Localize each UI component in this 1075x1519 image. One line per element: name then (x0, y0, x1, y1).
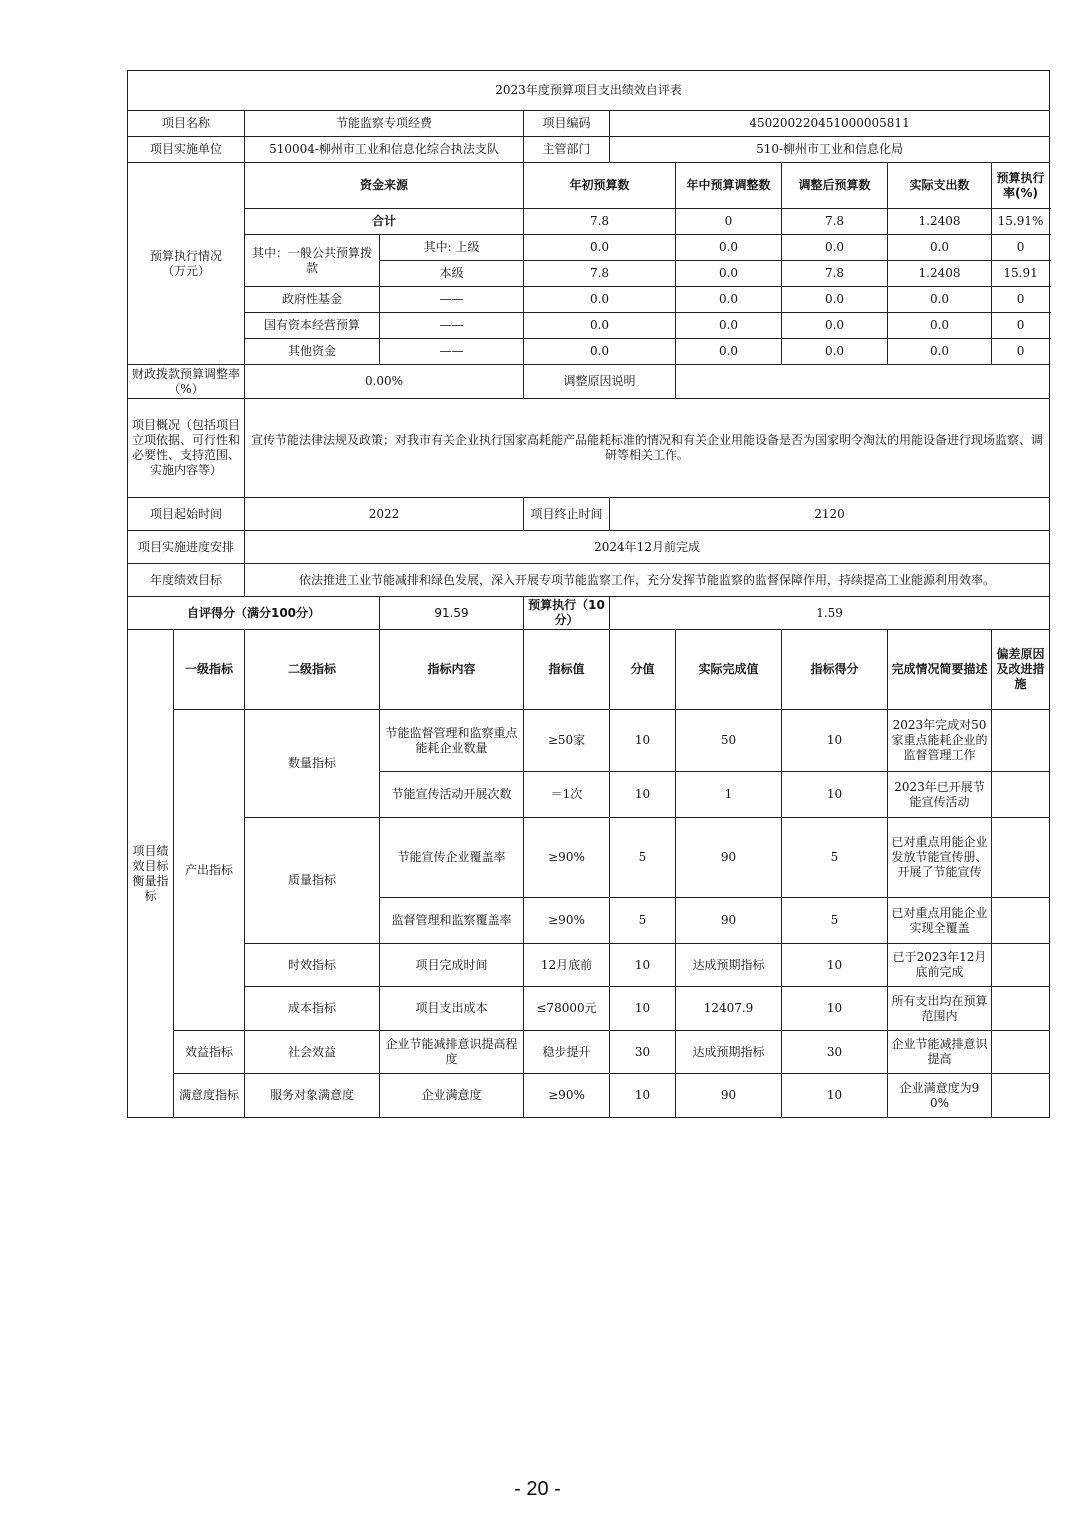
indicator-content: 项目完成时间 (380, 944, 524, 987)
indicator-weight: 10 (610, 1074, 676, 1118)
indicator-score: 5 (782, 818, 888, 898)
header-rate: 预算执行率(%) (992, 163, 1050, 209)
overview-label: 项目概况（包括项目立项依据、可行性和必要性、支持范围、实施内容等） (128, 399, 245, 498)
total-adjusted: 7.8 (782, 209, 888, 235)
indicator-desc: 已对重点用能企业发放节能宣传册、开展了节能宣传 (888, 818, 992, 898)
indicator-reason (992, 710, 1050, 772)
indicator-actual: 50 (676, 710, 782, 772)
indicator-weight: 30 (610, 1031, 676, 1074)
indicator-target: ≥90% (524, 1074, 610, 1118)
quantity-indicator-label: 数量指标 (245, 710, 380, 818)
indicator-actual: 达成预期指标 (676, 944, 782, 987)
budget-exec-label: 预算执行（10分） (524, 597, 610, 630)
indicator-target: 12月底前 (524, 944, 610, 987)
table-title: 2023年度预算项目支出绩效自评表 (128, 71, 1050, 111)
header-source: 资金来源 (245, 163, 524, 209)
project-name: 节能监察专项经费 (245, 111, 524, 137)
indicator-desc: 已对重点用能企业实现全覆盖 (888, 898, 992, 944)
indicator-score: 30 (782, 1031, 888, 1074)
indicator-target: ≥90% (524, 898, 610, 944)
state-capital-midyear: 0.0 (676, 313, 782, 339)
performance-table (127, 70, 1050, 1118)
budget-exec-value: 1.59 (610, 597, 1050, 630)
benefit-indicator-label: 效益指标 (174, 1031, 245, 1074)
satisfaction-indicator-label: 满意度指标 (174, 1074, 245, 1118)
state-capital-label: 国有资本经营预算 (245, 313, 380, 339)
indicator-weight: 10 (610, 987, 676, 1031)
indicator-target: 稳步提升 (524, 1031, 610, 1074)
local-midyear: 0.0 (676, 261, 782, 287)
header-initial: 年初预算数 (524, 163, 676, 209)
other-initial: 0.0 (524, 339, 676, 365)
indicator-actual: 1 (676, 772, 782, 818)
indicator-weight: 5 (610, 898, 676, 944)
indicator-score: 10 (782, 772, 888, 818)
page-number: - 20 - (514, 1478, 561, 1500)
cost-indicator-label: 成本指标 (245, 987, 380, 1031)
gov-fund-dash: —— (380, 287, 524, 313)
upper-label: 其中: 上级 (380, 235, 524, 261)
project-code-label: 项目编码 (524, 111, 610, 137)
quality-indicator-label: 质量指标 (245, 818, 380, 944)
adjust-reason (676, 365, 1050, 399)
upper-rate: 0 (992, 235, 1050, 261)
local-rate: 15.91 (992, 261, 1050, 287)
indicator-score: 10 (782, 710, 888, 772)
header-level1: 一级指标 (174, 630, 245, 710)
other-label: 其他资金 (245, 339, 380, 365)
social-benefit-label: 社会效益 (245, 1031, 380, 1074)
upper-actual: 0.0 (888, 235, 992, 261)
dept-label: 主管部门 (524, 137, 610, 163)
indicator-score: 10 (782, 944, 888, 987)
state-capital-adjusted: 0.0 (782, 313, 888, 339)
output-indicator-label: 产出指标 (174, 710, 245, 1031)
local-adjusted: 7.8 (782, 261, 888, 287)
other-actual: 0.0 (888, 339, 992, 365)
header-adjusted: 调整后预算数 (782, 163, 888, 209)
total-rate: 15.91% (992, 209, 1050, 235)
gov-fund-actual: 0.0 (888, 287, 992, 313)
adjust-rate-value: 0.00% (245, 365, 524, 399)
project-name-label: 项目名称 (128, 111, 245, 137)
header-actual-value: 实际完成值 (676, 630, 782, 710)
header-reason: 偏差原因及改进措施 (992, 630, 1050, 710)
indicator-score: 5 (782, 898, 888, 944)
state-capital-initial: 0.0 (524, 313, 676, 339)
total-midyear: 0 (676, 209, 782, 235)
indicator-reason (992, 987, 1050, 1031)
adjust-rate-label: 财政拨款预算调整率（%） (128, 365, 245, 399)
total-actual: 1.2408 (888, 209, 992, 235)
indicator-actual: 90 (676, 818, 782, 898)
schedule-label: 项目实施进度安排 (128, 531, 245, 564)
indicator-actual: 90 (676, 1074, 782, 1118)
end-time: 2120 (610, 498, 1050, 531)
state-capital-dash: —— (380, 313, 524, 339)
timeliness-indicator-label: 时效指标 (245, 944, 380, 987)
other-dash: —— (380, 339, 524, 365)
header-level2: 二级指标 (245, 630, 380, 710)
header-content: 指标内容 (380, 630, 524, 710)
total-initial: 7.8 (524, 209, 676, 235)
indicator-weight: 10 (610, 944, 676, 987)
other-midyear: 0.0 (676, 339, 782, 365)
indicator-weight: 10 (610, 710, 676, 772)
header-target: 指标值 (524, 630, 610, 710)
indicator-actual: 90 (676, 898, 782, 944)
indicator-content: 节能监督管理和监察重点能耗企业数量 (380, 710, 524, 772)
indicator-content: 节能宣传企业覆盖率 (380, 818, 524, 898)
indicator-reason (992, 772, 1050, 818)
schedule-text: 2024年12月前完成 (245, 531, 1050, 564)
header-weight: 分值 (610, 630, 676, 710)
indicator-reason (992, 944, 1050, 987)
gov-fund-midyear: 0.0 (676, 287, 782, 313)
indicator-content: 节能宣传活动开展次数 (380, 772, 524, 818)
indicator-score: 10 (782, 987, 888, 1031)
budget-section-label: 预算执行情况 （万元） (128, 163, 245, 365)
indicator-content: 项目支出成本 (380, 987, 524, 1031)
indicator-target: ≥90% (524, 818, 610, 898)
self-score-label: 自评得分（满分100分） (128, 597, 380, 630)
project-code: 450200220451000005811 (610, 111, 1050, 137)
indicator-weight: 5 (610, 818, 676, 898)
gov-fund-initial: 0.0 (524, 287, 676, 313)
indicator-reason (992, 1031, 1050, 1074)
total-label: 合计 (245, 209, 524, 235)
upper-initial: 0.0 (524, 235, 676, 261)
dept: 510-柳州市工业和信息化局 (610, 137, 1050, 163)
gov-fund-rate: 0 (992, 287, 1050, 313)
self-score-value: 91.59 (380, 597, 524, 630)
header-actual: 实际支出数 (888, 163, 992, 209)
other-adjusted: 0.0 (782, 339, 888, 365)
indicator-actual: 达成预期指标 (676, 1031, 782, 1074)
indicator-reason (992, 898, 1050, 944)
project-unit-label: 项目实施单位 (128, 137, 245, 163)
project-unit: 510004-柳州市工业和信息化综合执法支队 (245, 137, 524, 163)
state-capital-actual: 0.0 (888, 313, 992, 339)
indicator-content: 企业节能减排意识提高程度 (380, 1031, 524, 1074)
goal-label: 年度绩效目标 (128, 564, 245, 597)
upper-midyear: 0.0 (676, 235, 782, 261)
local-label: 本级 (380, 261, 524, 287)
indicator-desc: 已于2023年12月底前完成 (888, 944, 992, 987)
indicator-content: 企业满意度 (380, 1074, 524, 1118)
indicator-section-label: 项目绩效目标衡量指标 (128, 630, 174, 1118)
indicator-target: ≥50家 (524, 710, 610, 772)
header-score: 指标得分 (782, 630, 888, 710)
indicator-reason (992, 818, 1050, 898)
overview-text: 宣传节能法律法规及政策；对我市有关企业执行国家高耗能产品能耗标准的情况和有关企业用能设备是否为国家明令淘汰的用能设备进行现场监察、调研等相关工作。 (245, 399, 1050, 498)
state-capital-rate: 0 (992, 313, 1050, 339)
header-midyear: 年中预算调整数 (676, 163, 782, 209)
local-actual: 1.2408 (888, 261, 992, 287)
indicator-reason (992, 1074, 1050, 1118)
indicator-desc: 企业满意度为90% (888, 1074, 992, 1118)
upper-adjusted: 0.0 (782, 235, 888, 261)
indicator-desc: 2023年已开展节能宣传活动 (888, 772, 992, 818)
indicator-desc: 企业节能减排意识提高 (888, 1031, 992, 1074)
service-satisfaction-label: 服务对象满意度 (245, 1074, 380, 1118)
indicator-score: 10 (782, 1074, 888, 1118)
indicator-actual: 12407.9 (676, 987, 782, 1031)
gov-fund-label: 政府性基金 (245, 287, 380, 313)
indicator-desc: 所有支出均在预算范围内 (888, 987, 992, 1031)
header-desc: 完成情况简要描述 (888, 630, 992, 710)
indicator-desc: 2023年完成对50家重点能耗企业的监督管理工作 (888, 710, 992, 772)
end-time-label: 项目终止时间 (524, 498, 610, 531)
indicator-target: ＝1次 (524, 772, 610, 818)
gov-fund-adjusted: 0.0 (782, 287, 888, 313)
other-rate: 0 (992, 339, 1050, 365)
goal-text: 依法推进工业节能减排和绿色发展，深入开展专项节能监察工作，充分发挥节能监察的监督保障作用，持续提高工业能源利用效率。 (245, 564, 1050, 597)
indicator-content: 监督管理和监察覆盖率 (380, 898, 524, 944)
adjust-reason-label: 调整原因说明 (524, 365, 676, 399)
start-time: 2022 (245, 498, 524, 531)
local-initial: 7.8 (524, 261, 676, 287)
indicator-weight: 10 (610, 772, 676, 818)
indicator-target: ≤78000元 (524, 987, 610, 1031)
general-budget-label: 其中：一般公共预算拨款 (245, 235, 380, 287)
start-time-label: 项目起始时间 (128, 498, 245, 531)
